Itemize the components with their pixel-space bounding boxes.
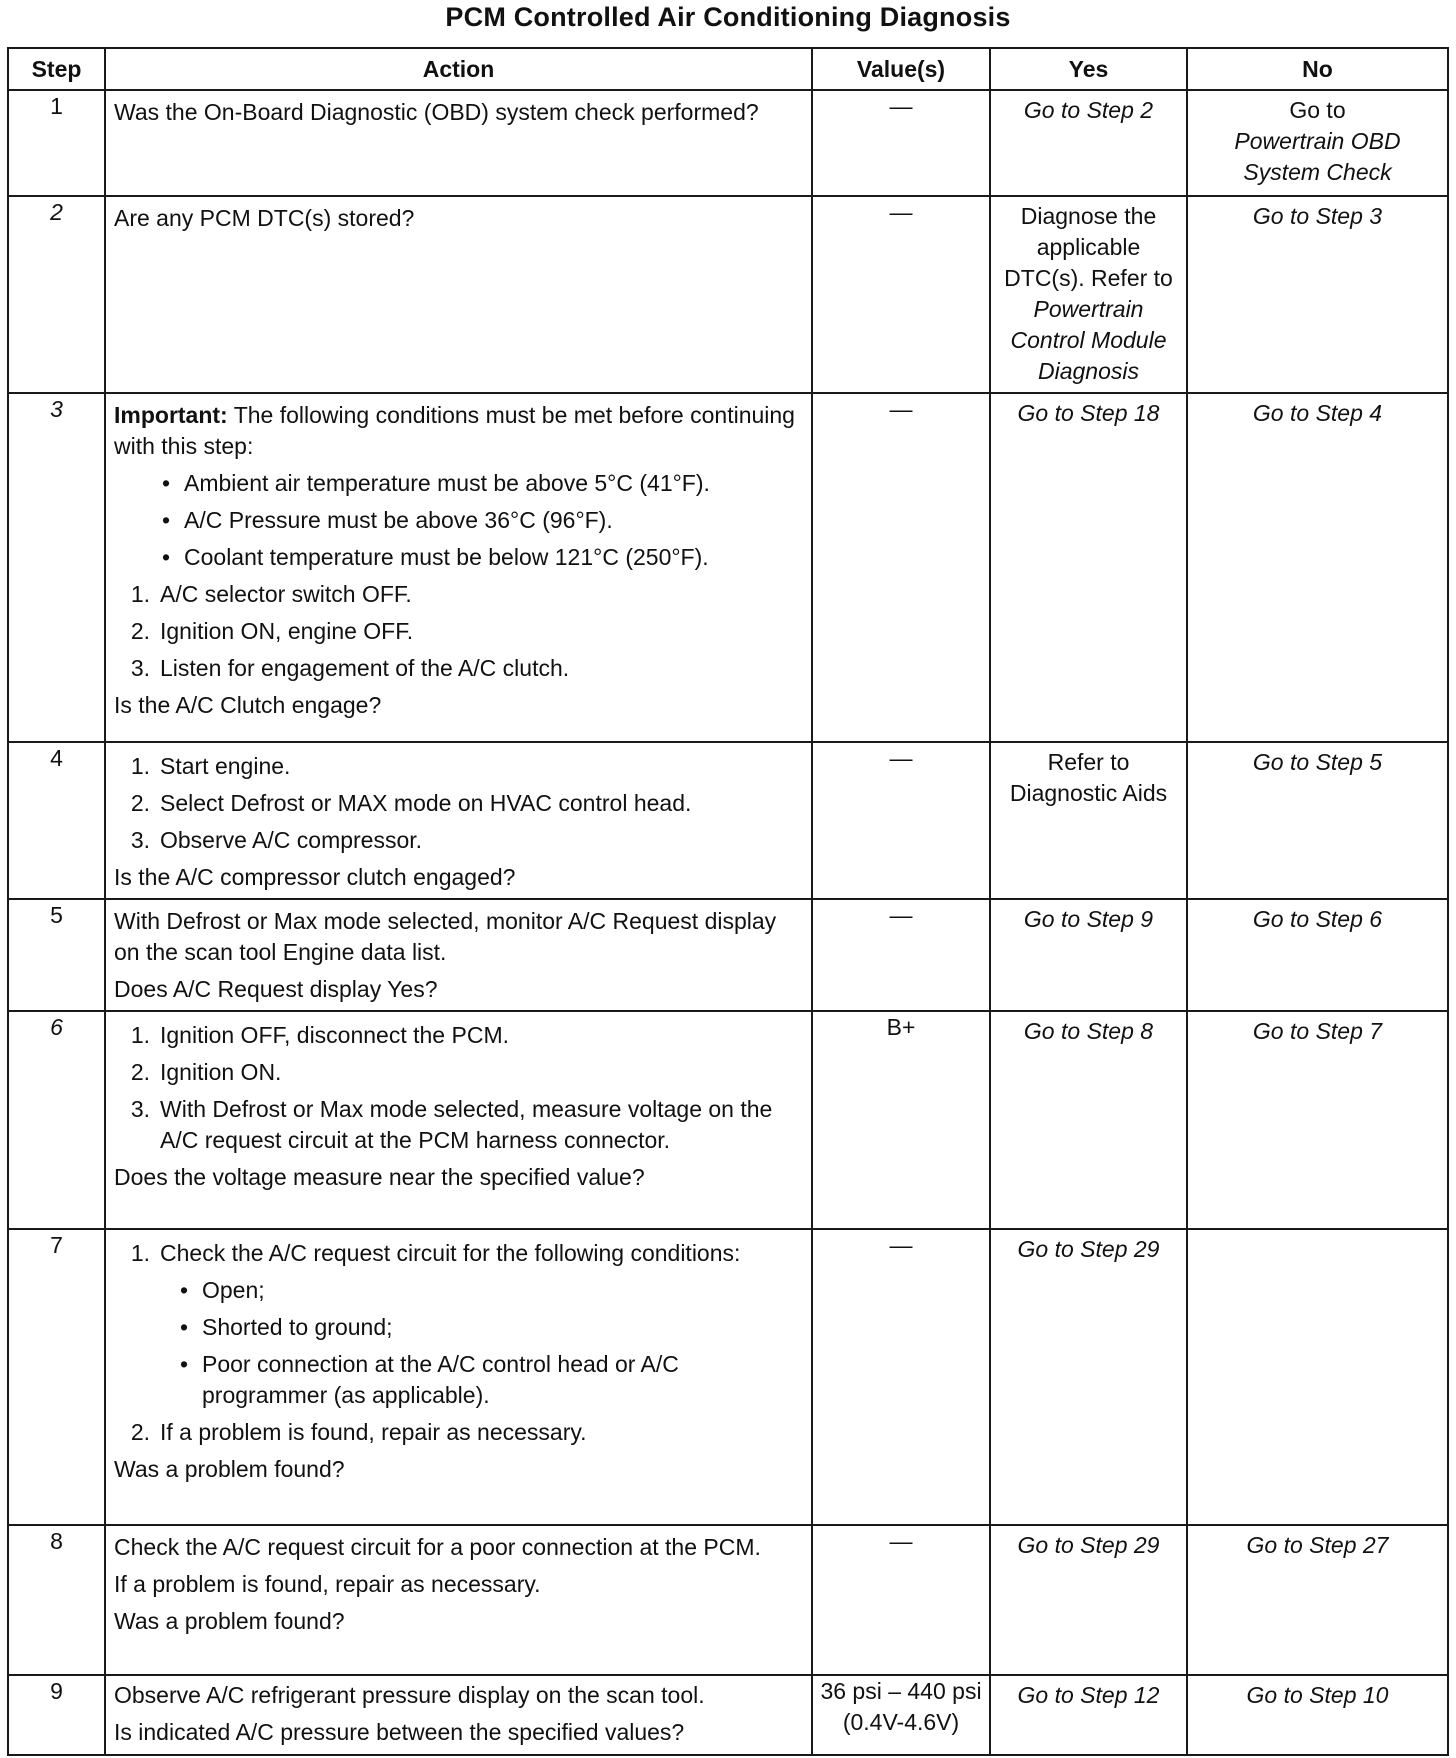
yes-cell: Go to Step 8 [990,1011,1187,1229]
table-row [8,742,1448,899]
yes-cell: Go to Step 9 [990,899,1187,1011]
no-line: System Check [1243,159,1392,185]
action-question: Was a problem found? [114,1608,345,1634]
no-cell: Go to Step 5 [1187,742,1448,899]
numbered-step: 1. Check the A/C request circuit for the following conditions: [130,1240,741,1266]
action-question: Is the A/C Clutch engage? [114,692,382,718]
no-cell: Go to Step 4 [1187,393,1448,742]
yes-line: Refer to [1047,749,1130,775]
action-question: Does A/C Request display Yes? [114,976,438,1002]
no-cell: Go to Step 6 [1187,899,1448,1011]
header-action: Action [105,48,812,90]
header-yes: Yes [990,48,1187,90]
action-question: Does the voltage measure near the specified value? [114,1164,645,1190]
step-number: 2 [8,196,105,393]
table-row [8,1011,1448,1229]
diagnosis-table [7,47,1449,1756]
numbered-step: 2. Select Defrost or MAX mode on HVAC control head. [130,790,692,816]
numbered-step: 1. Start engine. [130,753,291,779]
condition-bullet: • A/C Pressure must be above 36°C (96°F). [161,507,613,533]
step-number: 1 [8,90,105,196]
step-number: 7 [8,1229,105,1525]
table-row [8,899,1448,1011]
no-cell: Go to Step 27 [1187,1525,1448,1675]
action-text: With Defrost or Max mode selected, monitor A/C Request display on the scan tool Engine data list. [114,908,777,965]
action-cell [105,393,812,742]
yes-line: Powertrain [1033,296,1144,322]
step-number: 5 [8,899,105,1011]
table-row [8,196,1448,393]
no-cell [1187,1229,1448,1525]
action-question: Is the A/C compressor clutch engaged? [114,864,516,890]
yes-cell: Go to Step 18 [990,393,1187,742]
table-header-row [8,48,1448,90]
yes-cell: Go to Step 29 [990,1229,1187,1525]
action-question: Was a problem found? [114,1456,345,1482]
header-values: Value(s) [812,48,990,90]
numbered-step: 2. Ignition ON. [130,1059,282,1085]
no-cell: Go to Step 3 [1187,196,1448,393]
value-cell: — [812,899,990,1011]
yes-line: Control Module [1010,327,1167,353]
yes-cell: Go to Step 12 [990,1675,1187,1755]
action-question: Are any PCM DTC(s) stored? [114,205,415,231]
condition-bullet: • Coolant temperature must be below 121°C (250°F). [161,544,709,570]
yes-line: Diagnose the [1020,203,1157,229]
important-text: The following conditions must be met before continuing with this step: [114,402,795,459]
yes-line: Diagnosis [1038,358,1139,384]
yes-cell [990,196,1187,393]
value-cell: — [812,90,990,196]
value-cell: — [812,393,990,742]
action-cell [105,742,812,899]
no-line: Go to [1289,97,1346,123]
action-text: If a problem is found, repair as necessary. [114,1571,541,1597]
step-number: 8 [8,1525,105,1675]
action-cell [105,1011,812,1229]
important-label: Important: [114,402,228,428]
value-cell: — [812,196,990,393]
value-line: 36 psi – 440 psi [820,1678,982,1704]
numbered-step: 1. Ignition OFF, disconnect the PCM. [130,1022,509,1048]
value-cell: — [812,1525,990,1675]
yes-cell: Go to Step 29 [990,1525,1187,1675]
step-number: 3 [8,393,105,742]
table-row [8,393,1448,742]
action-text: Observe A/C refrigerant pressure display on the scan tool. [114,1682,705,1708]
table-row [8,1229,1448,1525]
yes-line: applicable [1036,234,1141,260]
value-cell: — [812,1229,990,1525]
step-number: 9 [8,1675,105,1755]
action-cell [105,1229,812,1525]
header-step: Step [8,48,105,90]
no-line: Powertrain OBD [1234,128,1401,154]
value-cell [812,1675,990,1755]
value-cell: B+ [812,1011,990,1229]
action-cell [105,196,812,393]
yes-cell [990,742,1187,899]
no-cell [1187,90,1448,196]
page-title: PCM Controlled Air Conditioning Diagnosis [445,2,1011,32]
condition-bullet: • Shorted to ground; [179,1314,393,1340]
numbered-step: 3. Listen for engagement of the A/C clutch. [130,655,570,681]
condition-bullet: • Poor connection at the A/C control head or A/C programmer (as applicable). [179,1351,679,1408]
yes-line: DTC(s). Refer to [1004,265,1173,291]
condition-bullet: • Open; [179,1277,265,1303]
important-note [114,400,803,462]
numbered-step: 2. If a problem is found, repair as necessary. [130,1419,587,1445]
table-row [8,1675,1448,1755]
value-cell: — [812,742,990,899]
action-text: Check the A/C request circuit for a poor connection at the PCM. [114,1534,761,1560]
numbered-step: 1. A/C selector switch OFF. [130,581,412,607]
action-question: Was the On-Board Diagnostic (OBD) system check performed? [114,99,759,125]
yes-line: Diagnostic Aids [1009,780,1168,806]
no-cell: Go to Step 10 [1187,1675,1448,1755]
action-cell [105,90,812,196]
header-no: No [1187,48,1448,90]
action-cell [105,1675,812,1755]
action-cell [105,1525,812,1675]
no-cell: Go to Step 7 [1187,1011,1448,1229]
action-cell [105,899,812,1011]
numbered-step: 3. Observe A/C compressor. [130,827,423,853]
table-row [8,1525,1448,1675]
numbered-step: 3. With Defrost or Max mode selected, measure voltage on the A/C request circuit at the PCM harness connector. [130,1096,773,1153]
numbered-step: 2. Ignition ON, engine OFF. [130,618,414,644]
yes-cell: Go to Step 2 [990,90,1187,196]
step-number: 4 [8,742,105,899]
value-line: (0.4V-4.6V) [842,1709,960,1735]
condition-bullet: • Ambient air temperature must be above 5°C (41°F). [161,470,710,496]
action-question: Is indicated A/C pressure between the specified values? [114,1719,685,1745]
table-row [8,90,1448,196]
step-number: 6 [8,1011,105,1229]
